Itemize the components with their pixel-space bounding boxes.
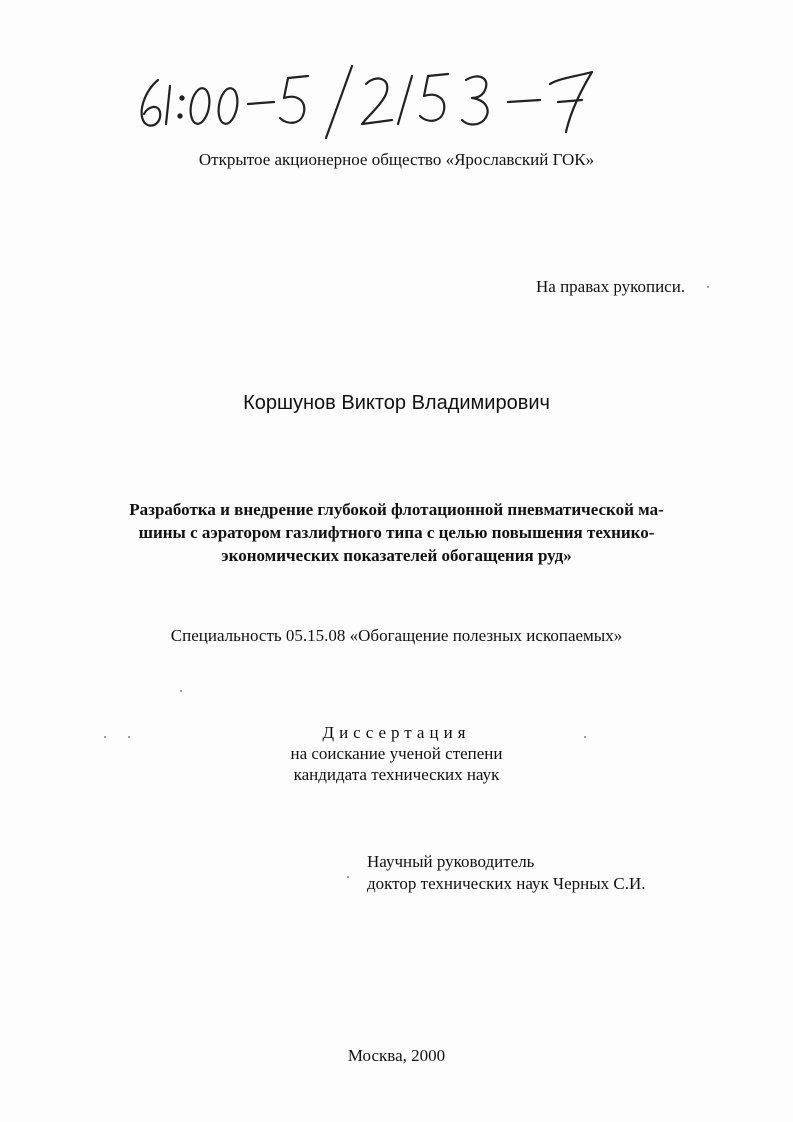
scan-speck <box>128 736 130 738</box>
scan-speck <box>584 736 586 738</box>
scan-speck <box>347 876 349 878</box>
city-year: Москва, 2000 <box>347 1046 446 1065</box>
title-line: шины с аэратором газлифтного типа с целью повышения технико- <box>138 523 655 542</box>
handwritten-code-drawing <box>130 62 600 142</box>
title-line: Разработка и внедрение глубокой флотационной пневматической ма- <box>129 500 664 519</box>
dissertation-block <box>0 722 793 785</box>
supervisor-block <box>367 851 646 895</box>
scan-speck <box>707 286 709 288</box>
rights-note: На правах рукописи. <box>536 277 686 296</box>
handwritten-registration-code <box>130 62 600 142</box>
scan-speck <box>104 736 106 738</box>
title-line: экономических показателей обогащения руд» <box>221 546 572 565</box>
supervisor-label: Научный руководитель <box>367 852 535 871</box>
scan-speck <box>180 690 182 692</box>
dissertation-title <box>60 498 733 567</box>
dissertation-degree-line: кандидата технических наук <box>293 765 500 784</box>
supervisor-name: доктор технических наук Черных С.И. <box>367 874 646 893</box>
organization-name: Открытое акционерное общество «Ярославский ГОК» <box>198 150 595 169</box>
author-name: Коршунов Виктор Владимирович <box>243 392 550 414</box>
dissertation-degree-line: на соискание ученой степени <box>290 744 503 763</box>
dissertation-heading: Диссертация <box>322 723 471 742</box>
specialty: Специальность 05.15.08 «Обогащение полезных ископаемых» <box>170 626 623 645</box>
